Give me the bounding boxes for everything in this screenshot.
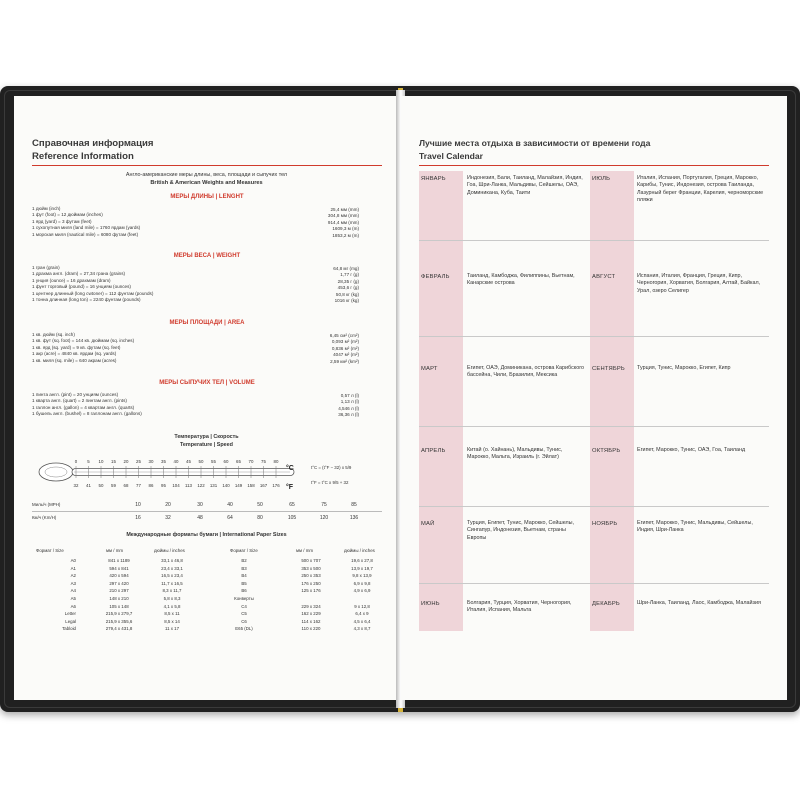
- celsius-tick-label: 20: [123, 459, 129, 464]
- celsius-tick-label: 40: [173, 459, 179, 464]
- right-title-rule: [419, 165, 769, 166]
- paper-inches: 6,4 x 9: [355, 611, 369, 617]
- paper-inches: 16,5 x 23,4: [161, 573, 183, 579]
- measure-value: 0,57 л (l): [340, 393, 359, 398]
- measure-label: 1 кварта англ. (quart) = 2 пинтам англ. (pints): [32, 398, 127, 404]
- fahrenheit-tick-label: 158: [247, 483, 255, 488]
- paper-mm: 110 x 220: [301, 626, 321, 632]
- month-name: ДЕКАБРЬ: [592, 601, 620, 607]
- paper-mm: 841 x 1189: [108, 558, 130, 563]
- celsius-tick-label: 55: [211, 459, 216, 464]
- month-name: АВГУСТ: [592, 274, 616, 280]
- paper-format: E65 (DL): [235, 626, 253, 632]
- month-destinations: Турция, Египет, Тунис, Марокко, Сейшелы, Сингапур, Индонезия, Вьетнам, страны Европы: [467, 520, 575, 541]
- kmh-value: 16: [135, 515, 141, 521]
- celsius-tick-label: 60: [223, 459, 229, 464]
- mph-label: Миль/ч (MPH): [32, 502, 61, 507]
- month-destinations: Китай (о. Хайнань), Мальдивы, Тунис, Марокко, Мальта, Израиль (г. Эйлат): [467, 447, 563, 461]
- paper-header: Формат / Size: [36, 548, 64, 553]
- measure-value: 25,4 мм (mm): [330, 207, 359, 212]
- month-name: НОЯБРЬ: [592, 521, 618, 527]
- paper-header: дюймы / inches: [344, 548, 375, 553]
- paper-mm: 215,9 x 279,7: [105, 611, 133, 617]
- measure-value: 0,836 м² (m²): [331, 345, 359, 351]
- fahrenheit-unit: °F: [286, 484, 294, 491]
- formula-fahrenheit: t°F = t°C x 9/5 + 32: [311, 480, 349, 485]
- left-page: [14, 96, 399, 700]
- paper-format: C5: [241, 611, 247, 617]
- month-destinations: Индонезия, Бали, Таиланд, Малайзия, Индия, Гоа, Шри-Ланка, Мальдивы, Сейшелы, ОАЭ, Доминикана, Куба, Таити: [467, 175, 583, 196]
- paper-inches: 33,1 x 46,8: [161, 558, 183, 563]
- section-title: МЕРЫ ПЛОЩАДИ | AREA: [169, 320, 245, 326]
- month-destinations: Египет, ОАЭ, Доминикана, острова Карибского бассейна, Чили, Бразилия, Мексика: [467, 365, 585, 379]
- kmh-value: 32: [165, 515, 171, 521]
- paper-format: B2: [241, 558, 247, 563]
- intro-en: British & American Weights and Measures: [150, 180, 263, 186]
- paper-format: A2: [70, 573, 76, 579]
- paper-format: Tabloid: [62, 626, 76, 632]
- paper-mm: 176 x 250: [301, 580, 321, 586]
- month-name: ФЕВРАЛЬ: [421, 274, 450, 280]
- fahrenheit-tick-label: 68: [123, 483, 129, 488]
- paper-inches: 8,5 x 11: [164, 611, 180, 617]
- measure-value: 1853,2 м (m): [332, 232, 359, 238]
- paper-inches: 4,1 x 5,8: [163, 603, 181, 609]
- section-title: МЕРЫ ВЕСА | WEIGHT: [173, 253, 241, 259]
- measure-value: 1609,3 м (m): [332, 226, 359, 232]
- celsius-tick-label: 10: [98, 459, 104, 464]
- measure-label: 1 галлон англ. (gallon) = 4 квартам англ. (quarts): [32, 404, 135, 410]
- mph-value: 75: [321, 502, 327, 508]
- measure-label: 1 кв. ярд (sq. yard) = 9 кв. футам (sq. feet): [32, 344, 121, 350]
- paper-inches: 9 x 12,8: [354, 603, 370, 609]
- paper-mm: 114 x 162: [301, 618, 321, 624]
- right-title-en: Travel Calendar: [419, 151, 484, 161]
- kmh-value: 136: [349, 515, 359, 521]
- month-destinations: Италия, Испания, Португалия, Греция, Марокко, Карибы, Тунис, Индонезия, острова Таиланда, Лазурный берег Франции, Карелия, черноморские пляжи: [637, 175, 764, 203]
- left-title-ru: Справочная информация: [32, 138, 154, 149]
- paper-mm: 162 x 229: [301, 611, 321, 617]
- temp-title-en: Temperature | Speed: [180, 442, 233, 448]
- paper-title: Международные форматы бумаги | International Paper Sizes: [126, 532, 287, 538]
- formula-celsius: t°C = (t°F − 32) x 5/9: [311, 465, 352, 470]
- fahrenheit-tick-label: 131: [209, 483, 218, 488]
- celsius-tick-label: 65: [236, 459, 241, 464]
- section-title: МЕРЫ СЫПУЧИХ ТЕЛ | VOLUME: [159, 380, 255, 386]
- measure-label: 1 ярд (yard) = 3 футам (feet): [32, 218, 92, 224]
- paper-inches: 4,5 x 6,4: [353, 618, 371, 624]
- paper-inches: 4,3 x 8,7: [353, 626, 371, 632]
- fahrenheit-tick-label: 50: [98, 483, 104, 488]
- month-name: СЕНТЯБРЬ: [592, 366, 625, 372]
- paper-inches: 9,8 x 13,9: [352, 573, 372, 579]
- fahrenheit-tick-label: 104: [172, 483, 180, 488]
- month-destinations: Испания, Италия, Франция, Греция, Кипр, Черногория, Хорватия, Болгария, Алтай, Байкал, Урал, озеро Селигер: [637, 273, 761, 294]
- month-name: АПРЕЛЬ: [421, 448, 446, 454]
- section-title: МЕРЫ ДЛИНЫ | LENGHT: [170, 194, 244, 200]
- celsius-tick-label: 15: [111, 459, 116, 464]
- measure-label: 1 центнер длинный (long cwtoner) = 112 фунтам (pounds): [32, 290, 154, 296]
- kmh-value: 64: [227, 515, 233, 521]
- measure-value: 304,8 мм (mm): [327, 213, 359, 219]
- month-destinations: Болгария, Турция, Хорватия, Черногория, Италия, Испания, Мальта: [467, 600, 572, 614]
- paper-format: A4: [70, 588, 76, 594]
- celsius-tick-label: 80: [273, 459, 279, 464]
- celsius-tick-label: 0: [74, 459, 78, 464]
- measure-value: 2,59 км² (km²): [330, 358, 359, 364]
- fahrenheit-tick-label: 167: [259, 483, 268, 488]
- mph-value: 85: [351, 502, 357, 508]
- kmh-label: Км/ч (Km/H): [32, 515, 57, 520]
- paper-inches: 19,6 x 27,8: [351, 558, 373, 563]
- measure-value: 1016 кг (kg): [334, 298, 359, 303]
- paper-format: B5: [241, 580, 247, 586]
- paper-format: Legal: [65, 618, 76, 624]
- measure-label: 1 пинта англ. (pint) = 20 унциям (ounces): [32, 392, 119, 397]
- celsius-tick-label: 35: [161, 459, 166, 464]
- measure-label: 1 акр (acre) = 4840 кв. ярдам (sq. yards): [32, 351, 117, 357]
- paper-mm: 148 x 210: [109, 596, 129, 601]
- measure-label: 1 гран (grain): [32, 265, 60, 270]
- celsius-tick-label: 30: [148, 459, 154, 464]
- kmh-value: 120: [319, 515, 329, 521]
- month-name: МАЙ: [421, 521, 435, 527]
- measure-value: 50,8 кг (kg): [335, 291, 359, 297]
- mph-value: 30: [197, 502, 203, 508]
- paper-inches: 13,9 x 19,7: [351, 565, 373, 571]
- paper-mm: 215,9 x 355,6: [105, 618, 133, 624]
- mph-value: 50: [257, 502, 263, 508]
- measure-value: 6,45 см² (cm²): [329, 333, 359, 338]
- measure-label: 1 дюйм (inch): [32, 206, 61, 211]
- paper-inches: 5,8 x 8,3: [163, 596, 181, 601]
- fahrenheit-tick-label: 176: [272, 483, 280, 488]
- temp-title-ru: Температура | Скорость: [174, 434, 239, 440]
- paper-header: мм / mm: [106, 548, 124, 553]
- fahrenheit-tick-label: 32: [73, 483, 79, 488]
- paper-mm: 297 x 420: [109, 580, 129, 586]
- fahrenheit-tick-label: 113: [185, 483, 192, 488]
- paper-format: Letter: [64, 611, 76, 617]
- fahrenheit-tick-label: 77: [136, 483, 141, 488]
- intro-ru: Англо-американские меры длины, веса, площади и сыпучих тел: [125, 172, 288, 178]
- paper-mm: 250 x 353: [301, 573, 321, 579]
- paper-format: B6: [241, 588, 247, 594]
- kmh-value: 48: [197, 515, 203, 521]
- paper-format: A0: [70, 558, 76, 563]
- paper-format: A1: [70, 565, 76, 571]
- celsius-tick-label: 45: [186, 459, 191, 464]
- measure-value: 64,8 мг (mg): [333, 266, 359, 271]
- month-destinations: Египет, Марокко, Тунис, ОАЭ, Гоа, Таиланд: [637, 447, 746, 453]
- paper-inches: 8,5 x 14: [164, 618, 180, 624]
- measure-value: 36,36 л (l): [338, 412, 359, 418]
- left-title-en: Reference Information: [32, 151, 134, 162]
- paper-mm: 420 x 594: [109, 573, 129, 579]
- paper-mm: 125 x 176: [301, 588, 321, 594]
- month-name: ОКТЯБРЬ: [592, 448, 621, 454]
- paper-header: дюймы / inches: [154, 548, 185, 553]
- paper-header: Формат / Size: [230, 548, 258, 553]
- measure-label: 1 бушель англ. (bushel) = 8 галлонам англ. (gallons): [32, 411, 142, 417]
- measure-value: 1,13 л (l): [340, 399, 359, 405]
- measure-value: 28,35 г (g): [337, 278, 359, 284]
- measure-label: 1 унция (ounce) = 16 драхмам (dram): [32, 277, 111, 283]
- month-separator: [419, 240, 769, 241]
- mph-value: 40: [227, 502, 233, 508]
- paper-mm: 594 x 841: [109, 565, 129, 571]
- fahrenheit-tick-label: 86: [148, 483, 154, 488]
- fahrenheit-tick-label: 95: [161, 483, 166, 488]
- month-name: ИЮНЬ: [421, 601, 440, 607]
- month-destinations: Турция, Тунис, Марокко, Египет, Кипр: [637, 365, 731, 371]
- month-destinations: Египет, Марокко, Тунис, Мальдивы, Сейшелы, Индия, Шри-Ланка: [637, 520, 753, 534]
- left-title-rule: [32, 165, 382, 166]
- right-title-ru: Лучшие места отдыха в зависимости от времени года: [419, 138, 651, 148]
- fahrenheit-tick-label: 149: [234, 483, 243, 488]
- paper-mm: 210 x 297: [109, 588, 129, 594]
- fahrenheit-tick-label: 140: [222, 483, 230, 488]
- month-separator: [419, 506, 769, 507]
- measure-label: 1 драхма англ. (dram) = 27,34 грана (grains): [32, 271, 126, 277]
- measure-value: 4047 м² (m²): [333, 352, 359, 358]
- measure-label: 1 фут (foot) = 12 дюймам (inches): [32, 212, 103, 218]
- paper-mm: 105 x 148: [109, 603, 129, 609]
- celsius-tick-label: 70: [248, 459, 254, 464]
- fahrenheit-tick-label: 59: [111, 483, 116, 488]
- paper-header: мм / mm: [296, 548, 314, 553]
- month-name: ЯНВАРЬ: [421, 176, 446, 182]
- celsius-tick-label: 50: [198, 459, 204, 464]
- month-separator: [419, 336, 769, 337]
- paper-inches: 11 x 17: [164, 626, 180, 632]
- paper-mm: 229 x 324: [301, 603, 321, 609]
- measure-value: 1,77 г (g): [340, 272, 359, 278]
- measure-value: 0,093 м² (m²): [331, 339, 359, 345]
- fahrenheit-tick-label: 41: [86, 483, 91, 488]
- month-name: МАРТ: [421, 366, 438, 372]
- paper-mm: 500 x 707: [301, 558, 321, 563]
- mph-value: 10: [135, 502, 141, 508]
- paper-inches: 11,7 x 16,5: [161, 580, 183, 586]
- paper-format: B3: [241, 565, 247, 571]
- fahrenheit-tick-label: 122: [197, 483, 205, 488]
- paper-format: B4: [241, 573, 247, 579]
- celsius-tick-label: 25: [136, 459, 141, 464]
- celsius-unit: °C: [286, 465, 294, 472]
- paper-format: A5: [70, 596, 76, 601]
- paper-format: A6: [70, 603, 76, 609]
- paper-mm: 353 x 500: [301, 565, 321, 571]
- measure-label: 1 фунт торговый (pound) = 16 унциям (ounces): [32, 284, 131, 290]
- paper-format: A3: [70, 580, 76, 586]
- measure-label: 1 кв. дюйм (sq. inch): [32, 332, 75, 337]
- month-separator: [419, 583, 769, 584]
- month-separator: [419, 426, 769, 427]
- paper-inches: 6,9 x 9,8: [353, 580, 371, 586]
- paper-inches: 8,3 x 11,7: [162, 588, 182, 594]
- paper-format: C6: [241, 618, 247, 624]
- measure-value: 914,4 мм (mm): [327, 219, 359, 225]
- measure-label: 1 тонна длинная (long ton) = 2240 фунтам (pounds): [32, 297, 141, 302]
- paper-format: Конверты: [234, 596, 254, 601]
- month-name: ИЮЛЬ: [592, 176, 611, 182]
- mph-value: 20: [165, 502, 171, 508]
- kmh-value: 105: [287, 515, 297, 521]
- right-page: [401, 96, 787, 700]
- measure-label: 1 кв. миля (sq. mile) = 640 акрам (acres): [32, 357, 117, 363]
- measure-label: 1 сухопутная миля (land mile) = 1760 ярдам (yards): [32, 225, 141, 231]
- celsius-tick-label: 75: [261, 459, 266, 464]
- measure-label: 1 кв. фут (sq. foot) = 144 кв. дюймам (sq. inches): [32, 338, 135, 344]
- paper-inches: 23,4 x 33,1: [161, 565, 183, 571]
- month-destinations: Таиланд, Камбоджа, Филиппины, Вьетнам, Канарские острова: [467, 273, 575, 287]
- paper-mm: 279,4 x 431,8: [105, 626, 133, 632]
- paper-inches: 4,9 x 6,9: [353, 588, 371, 594]
- measure-value: 4,546 л (l): [338, 405, 359, 411]
- paper-format: C4: [241, 603, 247, 609]
- kmh-value: 80: [257, 515, 263, 521]
- measure-label: 1 морская миля (nautical mile) = 6080 футам (feet): [32, 231, 139, 237]
- celsius-tick-label: 5: [87, 459, 90, 464]
- speed-divider: [32, 511, 382, 512]
- measure-value: 453,6 г (g): [337, 285, 359, 291]
- month-destinations: Шри-Ланка, Таиланд, Лаос, Камбоджа, Малайзия: [637, 600, 761, 606]
- mph-value: 65: [289, 502, 295, 508]
